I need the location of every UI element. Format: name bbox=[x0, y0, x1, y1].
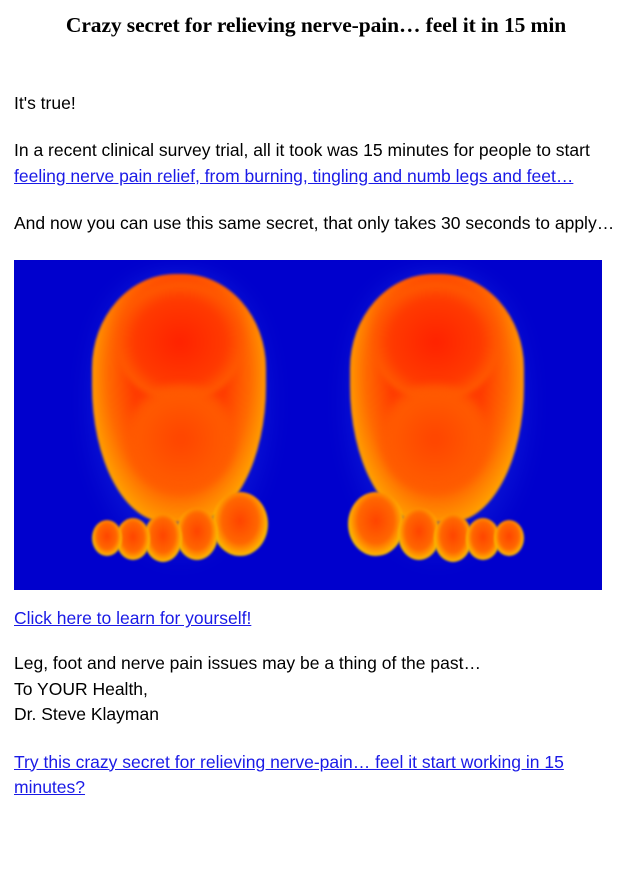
paragraph-intro: It's true! bbox=[14, 92, 76, 113]
signoff-line: To YOUR Health, bbox=[14, 678, 148, 699]
paragraph-secret: And now you can use this same secret, that only takes 30 seconds to apply… bbox=[14, 213, 615, 233]
final-cta-link[interactable]: Try this crazy secret for relieving nerve-pain… feel it start working in 15 minutes? bbox=[14, 751, 564, 797]
nerve-pain-relief-link[interactable]: feeling nerve pain relief, from burning, tingling and numb legs and feet… bbox=[14, 165, 574, 186]
right-foot-thermal bbox=[332, 274, 542, 574]
final-link-block bbox=[14, 750, 618, 801]
paragraph-trial-text: In a recent clinical survey trial, all it took was 15 minutes for people to start bbox=[14, 140, 590, 161]
signature-line: Dr. Steve Klayman bbox=[14, 704, 159, 725]
click-here-link[interactable]: Click here to learn for yourself! bbox=[14, 608, 252, 629]
paragraph-pain: Leg, foot and nerve pain issues may be a thing of the past… bbox=[14, 653, 481, 674]
right-foot-toes bbox=[346, 492, 528, 568]
left-foot-toes bbox=[88, 492, 270, 568]
paragraph-trial bbox=[14, 138, 618, 189]
cta-link-block bbox=[14, 608, 618, 629]
left-foot-thermal bbox=[74, 274, 284, 574]
page-title: Crazy secret for relieving nerve-pain… feel it in 15 min bbox=[65, 13, 567, 37]
email-body bbox=[0, 12, 632, 880]
right-foot-arch bbox=[380, 384, 490, 494]
thermal-feet-image bbox=[14, 260, 602, 590]
left-foot-arch bbox=[126, 384, 236, 494]
